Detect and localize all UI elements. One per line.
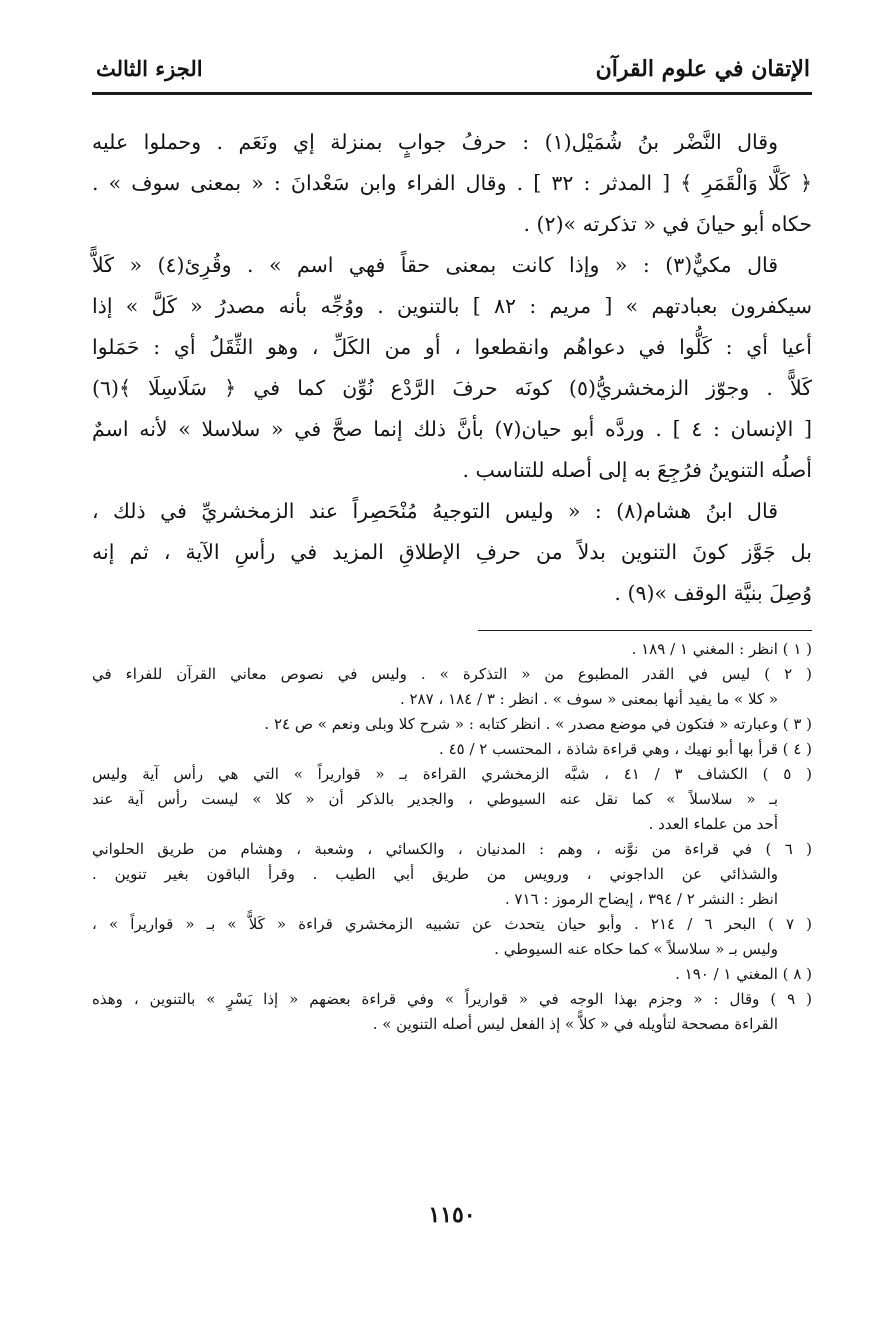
text-line: حكاه أبو حيانَ في « تذكرته »(٢) . (523, 212, 812, 236)
volume-label: الجزء الثالث (96, 56, 203, 81)
footnote-line: ( ٦ ) في قراءة من نوَّنه ، وهم : المدنيان ، والكسائي ، وشعبة ، وهشام من طريق الحلواني (92, 840, 812, 858)
footnote-line: ( ٨ ) المغني ١ / ١٩٠ . (675, 965, 812, 983)
footnote-line: بـ « سلاسلاً » كما نقل عنه السيوطي ، والجدير بالذكر أن « كلا » ليست رأس آية عند (92, 790, 778, 808)
footnote-divider (478, 630, 812, 631)
text-line: أعيا أي : كَلُّوا في دعواهُم وانقطعوا ، أو من الكَلِّ ، وهو الثِّقَلُ أي : حَمَلوا (92, 335, 812, 359)
footnotes (92, 637, 812, 1037)
footnote-line: وليس بـ « سلاسلاً » كما حكاه عنه السيوطي . (494, 940, 778, 958)
text-line: سيكفرون بعبادتهم » [ مريم : ٨٢ ] بالتنوين . ووُجِّه بأنه مصدرُ « كَلَّ » إذا (92, 294, 812, 318)
text-line: قال مكيٌّ(٣) : « وإذا كانت بمعنى حقاً فهي اسم » . وقُرِئ(٤) « كَلاًّ (92, 253, 779, 277)
text-line: قال ابنُ هشام(٨) : « وليس التوجيهُ مُنْحَصِراً عند الزمخشريِّ في ذلك ، (92, 499, 778, 523)
main-text (92, 122, 812, 614)
footnote-line: ( ٢ ) ليس في القدر المطبوع من « التذكرة » . وليس في نصوص معاني القرآن للفراء في (92, 665, 813, 683)
footnote-line: ( ٣ ) وعبارته « فتكون في موضع مصدر » . انظر كتابه : « شرح كلا وبلى ونعم » ص ٢٤ . (264, 715, 812, 733)
text-line: بل جَوَّز كونَ التنوين بدلاً من حرفِ الإطلاقِ المزيد في رأسِ الآية ، ثم إنه (92, 540, 812, 564)
footnote-line: ( ٧ ) البحر ٦ / ٢١٤ . وأبو حيان يتحدث عن تشبيه الزمخشري قراءة « كَلاًّ » بـ « قواريراً » ، (92, 915, 812, 933)
footnote-line: انظر : النشر ٢ / ٣٩٤ ، إيضاح الرموز : ٧١٦ . (504, 890, 778, 908)
running-header (92, 50, 812, 95)
book-title: الإتقان في علوم القرآن (595, 56, 810, 82)
book-page (92, 50, 812, 1270)
footnote-line: « كلا » ما يفيد أنها بمعنى « سوف » . انظر : ٣ / ١٨٤ ، ٢٨٧ . (399, 690, 778, 708)
footnote-line: ( ٥ ) الكشاف ٣ / ٤١ ، شبَّه الزمخشري القراءة بـ « قواريراً » التي هي رأس آية وليس (92, 765, 812, 783)
footnote-line: ( ٩ ) وقال : « وجزم بهذا الوجه في « قواريراً » وفي قراءة بعضهم « إذا يَسْرٍ » بالتنوين ، وهذه (92, 990, 812, 1008)
text-line: كَلاًّ . وجوّز الزمخشريُّ(٥) كونَه حرفَ الرَّدْع نُوِّن كما في ﴿ سَلَاسِلَا ﴾(٦) (92, 376, 812, 400)
footnote-line: ( ٤ ) قرأ بها أبو نهيك ، وهي قراءة شاذة ، المحتسب ٢ / ٤٥ . (439, 740, 812, 758)
footnote-line: أحد من علماء العدد . (648, 815, 778, 833)
footnote-line: ( ١ ) انظر : المغني ١ / ١٨٩ . (631, 640, 812, 658)
text-line: وقال النَّضْر بنُ شُمَيْل(١) : حرفُ جوابٍ بمنزلة إي ونَعَم . وحملوا عليه (92, 130, 779, 154)
text-line: أصلُه التنوينُ فرُجِعَ به إلى أصله للتناسب . (462, 458, 812, 482)
footnote-line: والشذائي عن الداجوني ، ورويس من طريق أبي الطيب . وقرأ الباقون بغير تنوين . (92, 865, 778, 883)
text-line: ﴿ كَلَّا وَالْقَمَرِ ﴾ [ المدثر : ٣٢ ] . وقال الفراء وابن سَعْدانَ : « بمعنى سوف » . (92, 171, 812, 195)
text-line: وُصِلَ بنيَّة الوقف »(٩) . (614, 581, 812, 605)
footnote-line: القراءة مصححة لتأويله في « كلاًّ » إذ الفعل ليس أصله التنوين » . (372, 1015, 778, 1033)
text-line: [ الإنسان : ٤ ] . وردَّه أبو حيان(٧) بأنَّ ذلك إنما صحَّ في « سلاسلا » لأنه اسمٌ (92, 417, 813, 441)
page-number: ١١٥٠ (428, 1202, 476, 1228)
